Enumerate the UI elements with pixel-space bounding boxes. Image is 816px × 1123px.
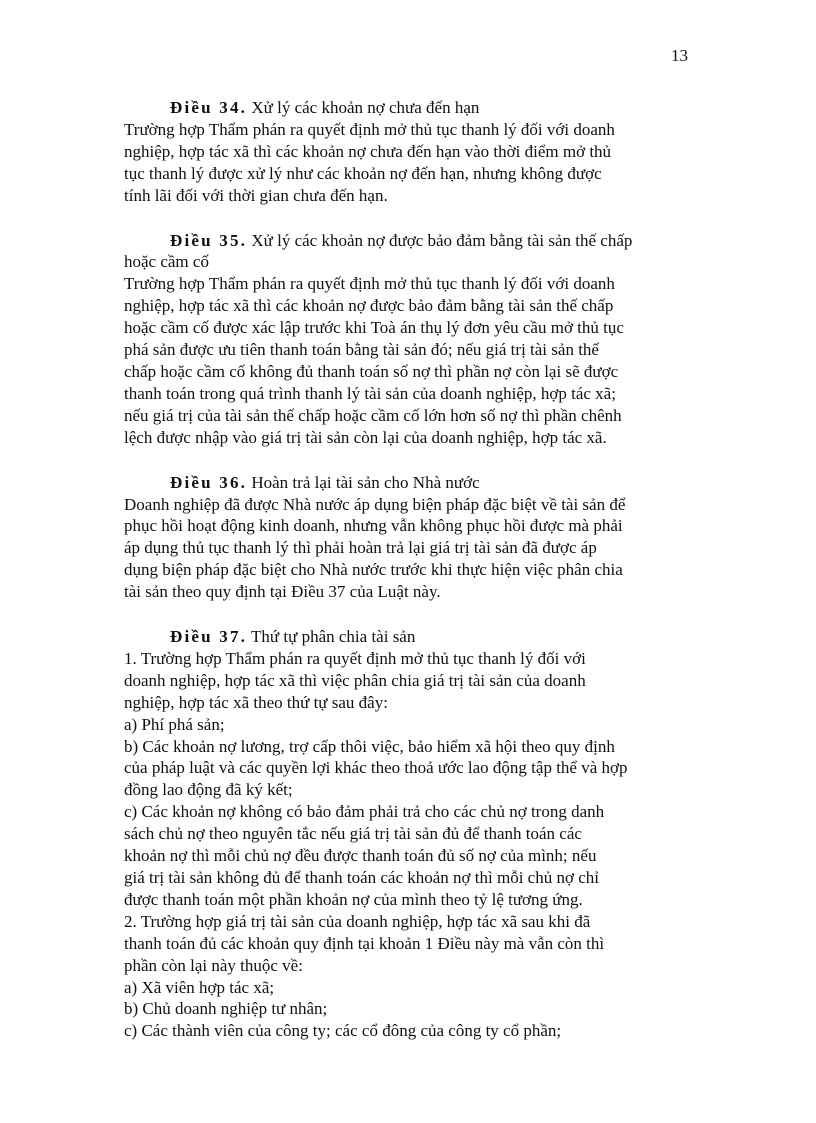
text-line: nghiệp, hợp tác xã theo thứ tự sau đây: [124,692,388,712]
article-34 [124,97,724,207]
list-item: a) Xã viên hợp tác xã; [124,977,275,997]
list-item: a) Phí phá sản; [124,714,225,734]
article-37 [124,626,724,1042]
article-number: Điều 35. [170,230,248,250]
text-line: Trường hợp Thẩm phán ra quyết định mở thủ tục thanh lý đối với doanh [124,119,615,139]
text-line: giá trị tài sản không đủ để thanh toán các khoản nợ thì mỗi chủ nợ chỉ [124,868,599,887]
text-line: dụng biện pháp đặc biệt cho Nhà nước trước khi thực hiện việc phân chia [124,560,623,580]
article-number: Điều 37. [170,627,248,647]
article-title: Xử lý các khoản nợ được bảo đảm bằng tài sản thế chấp [247,230,633,250]
article-title: Hoàn trả lại tài sản cho Nhà nước [247,472,480,492]
article-36 [124,472,724,603]
text-line: 2. Trường hợp giá trị tài sản của doanh nghiệp, hợp tác xã sau khi đã [124,911,591,931]
text-line: hoặc cầm cố được xác lập trước khi Toà án thụ lý đơn yêu cầu mở thủ tục [124,318,624,338]
article-heading [124,97,724,119]
text-line: chấp hoặc cầm cố không đủ thanh toán số nợ thì phần nợ còn lại sẽ được [124,361,619,381]
text-line: lệch được nhập vào giá trị tài sản còn lại của doanh nghiệp, hợp tác xã. [124,427,607,447]
text-line: nếu giá trị của tài sản thế chấp hoặc cầm cố lớn hơn số nợ thì phần chênh [124,405,622,425]
article-35 [124,230,724,449]
text-line: nghiệp, hợp tác xã thì các khoản nợ được bảo đảm bằng tài sản thế chấp [124,296,614,316]
article-number: Điều 34. [170,98,248,117]
text-line: phá sản được ưu tiên thanh toán bằng tài sản đó; nếu giá trị tài sản thế [124,340,599,360]
document-body [124,97,724,1065]
text-line: doanh nghiệp, hợp tác xã thì việc phân chia giá trị tài sản của doanh [124,670,586,690]
text-line: tài sản theo quy định tại Điều 37 của Luật này. [124,582,441,602]
text-line: phục hồi hoạt động kinh doanh, nhưng vẫn không phục hồi được mà phải [124,516,623,536]
article-heading [124,626,724,648]
article-heading [124,230,724,252]
article-number: Điều 36. [170,472,248,492]
list-item: b) Chủ doanh nghiệp tư nhân; [124,999,328,1019]
text-line: tục thanh lý được xử lý như các khoản nợ đến hạn, nhưng không được [124,163,602,183]
text-line: Doanh nghiệp đã được Nhà nước áp dụng biện pháp đặc biệt về tài sản để [124,494,626,514]
page-number: 13 [671,46,688,65]
article-title-continued: hoặc cầm cố [124,252,209,272]
text-line: sách chủ nợ theo nguyên tắc nếu giá trị tài sản đủ để thanh toán các [124,824,582,844]
list-item: b) Các khoản nợ lương, trợ cấp thôi việc, bảo hiểm xã hội theo quy định [124,736,615,756]
text-line: đồng lao động đã ký kết; [124,780,293,800]
article-title: Xử lý các khoản nợ chưa đến hạn [247,98,480,117]
text-line: của pháp luật và các quyền lợi khác theo thoả ước lao động tập thể và hợp [124,758,628,778]
text-line: khoản nợ thì mỗi chủ nợ đều được thanh toán đủ số nợ của mình; nếu [124,846,597,866]
text-line: thanh toán đủ các khoản quy định tại khoản 1 Điều này mà vẫn còn thì [124,933,605,953]
text-line: tính lãi đối với thời gian chưa đến hạn. [124,185,388,205]
article-heading [124,472,724,494]
article-title: Thứ tự phân chia tài sản [247,627,416,647]
list-item: c) Các thành viên của công ty; các cổ đông của công ty cổ phần; [124,1021,562,1041]
text-line: nghiệp, hợp tác xã thì các khoản nợ chưa đến hạn vào thời điểm mở thủ [124,141,612,161]
text-line: thanh toán trong quá trình thanh lý tài sản của doanh nghiệp, hợp tác xã; [124,383,616,403]
text-line: 1. Trường hợp Thẩm phán ra quyết định mở thủ tục thanh lý đối với [124,648,586,668]
text-line: Trường hợp Thẩm phán ra quyết định mở thủ tục thanh lý đối với doanh [124,274,615,294]
text-line: được thanh toán một phần khoản nợ của mình theo tỷ lệ tương ứng. [124,889,583,909]
text-line: áp dụng thủ tục thanh lý thì phải hoàn trả lại giá trị tài sản đã được áp [124,538,597,558]
list-item: c) Các khoản nợ không có bảo đảm phải trả cho các chủ nợ trong danh [124,802,605,822]
text-line: phần còn lại này thuộc về: [124,955,303,975]
